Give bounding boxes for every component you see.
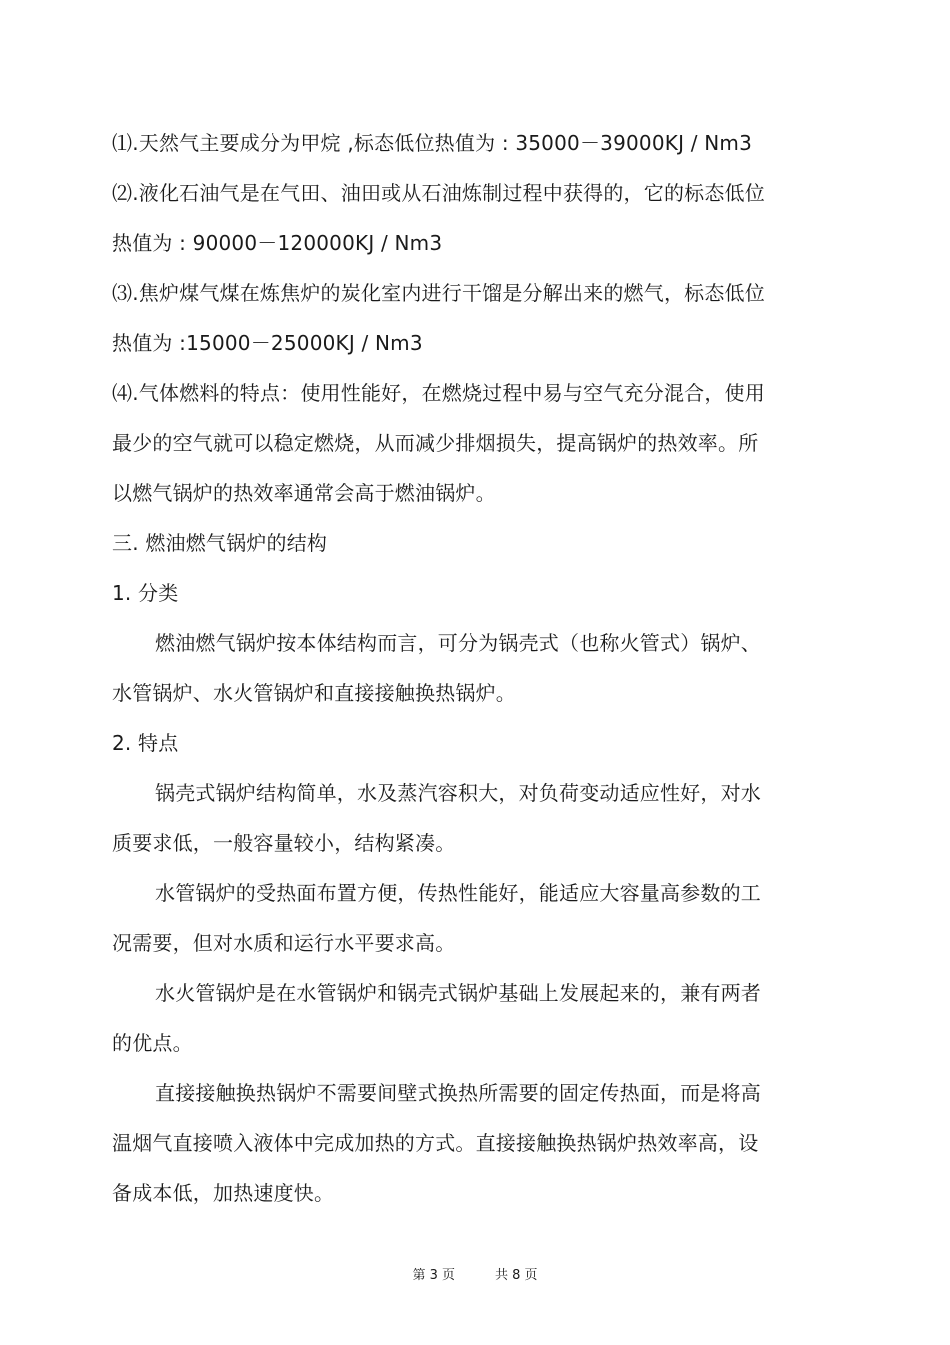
paragraph-direct-contact-boiler-end: 备成本低，加热速度快。 [112,1181,335,1205]
document-body [112,118,792,1218]
paragraph-water-fire-tube-boiler-cont: 的优点。 [112,1031,193,1055]
paragraph-coke-oven-gas-cont: 热值为 :15000－25000KJ / Nm3 [112,331,423,355]
paragraph-water-fire-tube-boiler: 水火管锅炉是在水管锅炉和锅壳式锅炉基础上发展起来的，兼有两者 [155,981,761,1005]
paragraph-classification-cont: 水管锅炉、水火管锅炉和直接接触换热锅炉。 [112,681,516,705]
paragraph-direct-contact-boiler-cont: 温烟气直接喷入液体中完成加热的方式。直接接触换热锅炉热效率高，设 [112,1131,759,1155]
paragraph-shell-boiler: 锅壳式锅炉结构简单，水及蒸汽容积大，对负荷变动适应性好，对水 [155,781,761,805]
paragraph-water-tube-boiler: 水管锅炉的受热面布置方便，传热性能好，能适应大容量高参数的工 [155,881,761,905]
paragraph-direct-contact-boiler: 直接接触换热锅炉不需要间壁式换热所需要的固定传热面，而是将高 [155,1081,761,1105]
paragraph-gas-fuel-features-cont: 最少的空气就可以稳定燃烧，从而减少排烟损失，提高锅炉的热效率。所 [112,431,759,455]
section-heading-structure: 三. 燃油燃气锅炉的结构 [112,531,328,555]
paragraph-water-tube-boiler-cont: 况需要，但对水质和运行水平要求高。 [112,931,456,955]
page-number-current: 第 3 页 [412,1268,455,1283]
paragraph-classification: 燃油燃气锅炉按本体结构而言，可分为锅壳式（也称火管式）锅炉、 [155,631,761,655]
subheading-classification: 1. 分类 [112,581,179,605]
paragraph-natural-gas: ⑴.天然气主要成分为甲烷 ,标态低位热值为 : 35000－39000KJ / Nm3 [112,131,753,155]
paragraph-coke-oven-gas: ⑶.焦炉煤气煤在炼焦炉的炭化室内进行干馏是分解出来的燃气，标态低位 [112,281,765,305]
paragraph-shell-boiler-cont: 质要求低，一般容量较小，结构紧凑。 [112,831,456,855]
paragraph-gas-fuel-features: ⑷.气体燃料的特点：使用性能好，在燃烧过程中易与空气充分混合，使用 [112,381,765,405]
page-footer [0,1266,950,1286]
subheading-features: 2. 特点 [112,731,179,755]
page-number-total: 共 8 页 [495,1268,538,1283]
paragraph-lpg: ⑵.液化石油气是在气田、油田或从石油炼制过程中获得的，它的标态低位 [112,181,765,205]
paragraph-lpg-cont: 热值为 : 90000－120000KJ / Nm3 [112,231,443,255]
paragraph-gas-fuel-features-end: 以燃气锅炉的热效率通常会高于燃油锅炉。 [112,481,496,505]
